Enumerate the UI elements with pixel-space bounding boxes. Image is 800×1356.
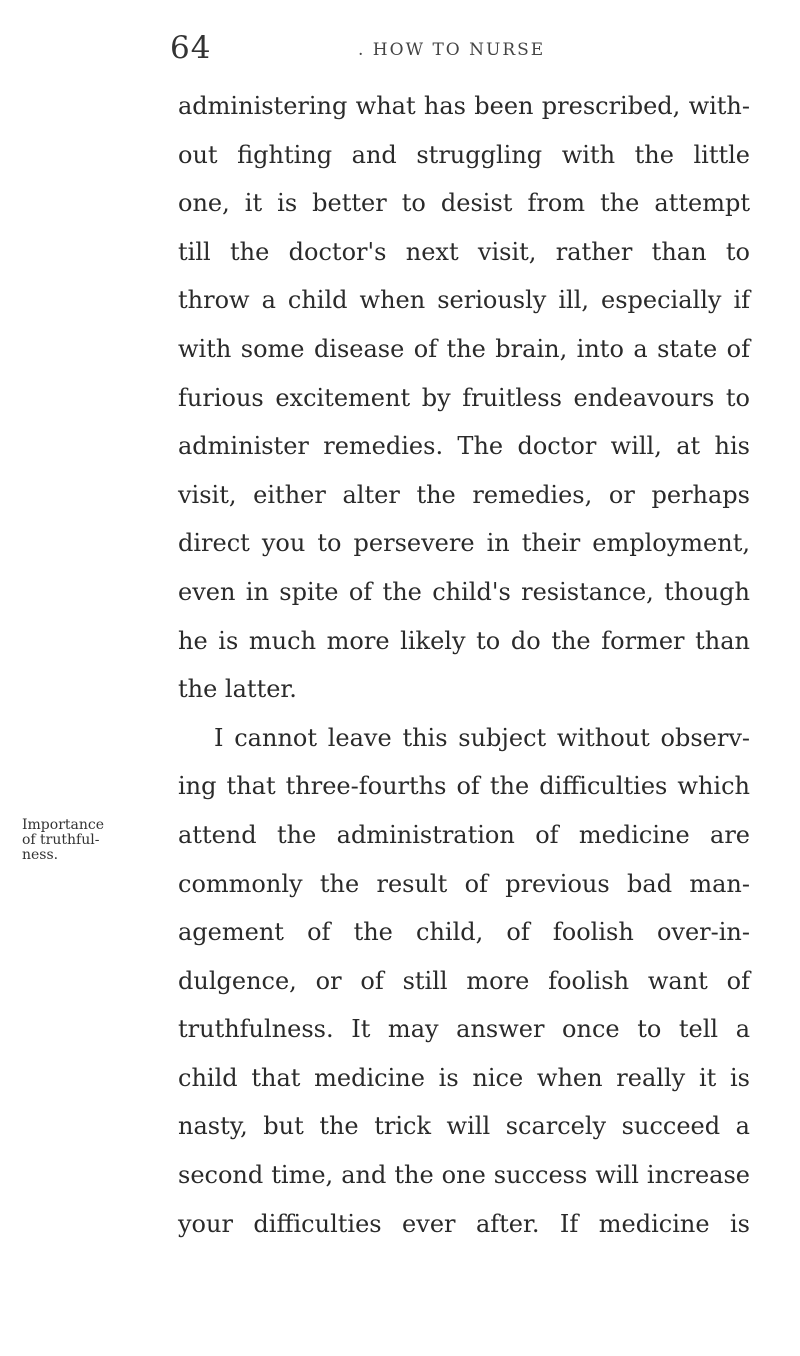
text-line: nasty, but the trick will scarcely succeed a — [178, 1112, 750, 1141]
text-line: ing that three-fourths of the difficulties which — [178, 772, 750, 801]
text-line: with some disease of the brain, into a state of — [178, 334, 750, 363]
page-number: 64 — [170, 30, 212, 66]
text-line: child that medicine is nice when really it is — [178, 1063, 750, 1092]
text-line: even in spite of the child's resistance, though — [178, 577, 750, 606]
text-line: visit, either alter the remedies, or perhaps — [178, 480, 750, 509]
text-line: administering what has been prescribed, with- — [178, 92, 750, 120]
running-title: . HOW TO NURSE — [358, 40, 546, 60]
text-line: attend the administration of medicine are — [178, 820, 750, 849]
text-line: the latter. — [178, 675, 297, 704]
margin-note — [22, 818, 172, 863]
text-line: throw a child when seriously ill, especially if — [178, 286, 750, 315]
text-line: one, it is better to desist from the attempt — [178, 189, 750, 218]
margin-note-line: Importance — [22, 817, 105, 833]
text-line: out fighting and struggling with the little — [178, 140, 750, 169]
text-line: I cannot leave this subject without observ- — [214, 723, 750, 752]
running-head — [0, 30, 800, 70]
text-line: commonly the result of previous bad man- — [178, 869, 750, 898]
text-line: he is much more likely to do the former than — [178, 626, 750, 655]
text-line: agement of the child, of foolish over-in- — [178, 918, 750, 947]
text-line: your difficulties ever after. If medicine is — [178, 1209, 750, 1238]
text-line: administer remedies. The doctor will, at his — [178, 432, 750, 461]
text-line: till the doctor's next visit, rather than to — [178, 237, 750, 266]
margin-note-line: ness. — [22, 847, 59, 863]
text-line: dulgence, or of still more foolish want of — [178, 966, 750, 995]
text-line: truthfulness. It may answer once to tell a — [178, 1015, 750, 1044]
body-text — [178, 82, 750, 1248]
margin-note-line: of truthful- — [22, 832, 100, 848]
text-line: direct you to persevere in their employment, — [178, 529, 750, 558]
text-line: second time, and the one success will increase — [178, 1161, 750, 1190]
text-line: furious excitement by fruitless endeavours to — [178, 383, 750, 412]
